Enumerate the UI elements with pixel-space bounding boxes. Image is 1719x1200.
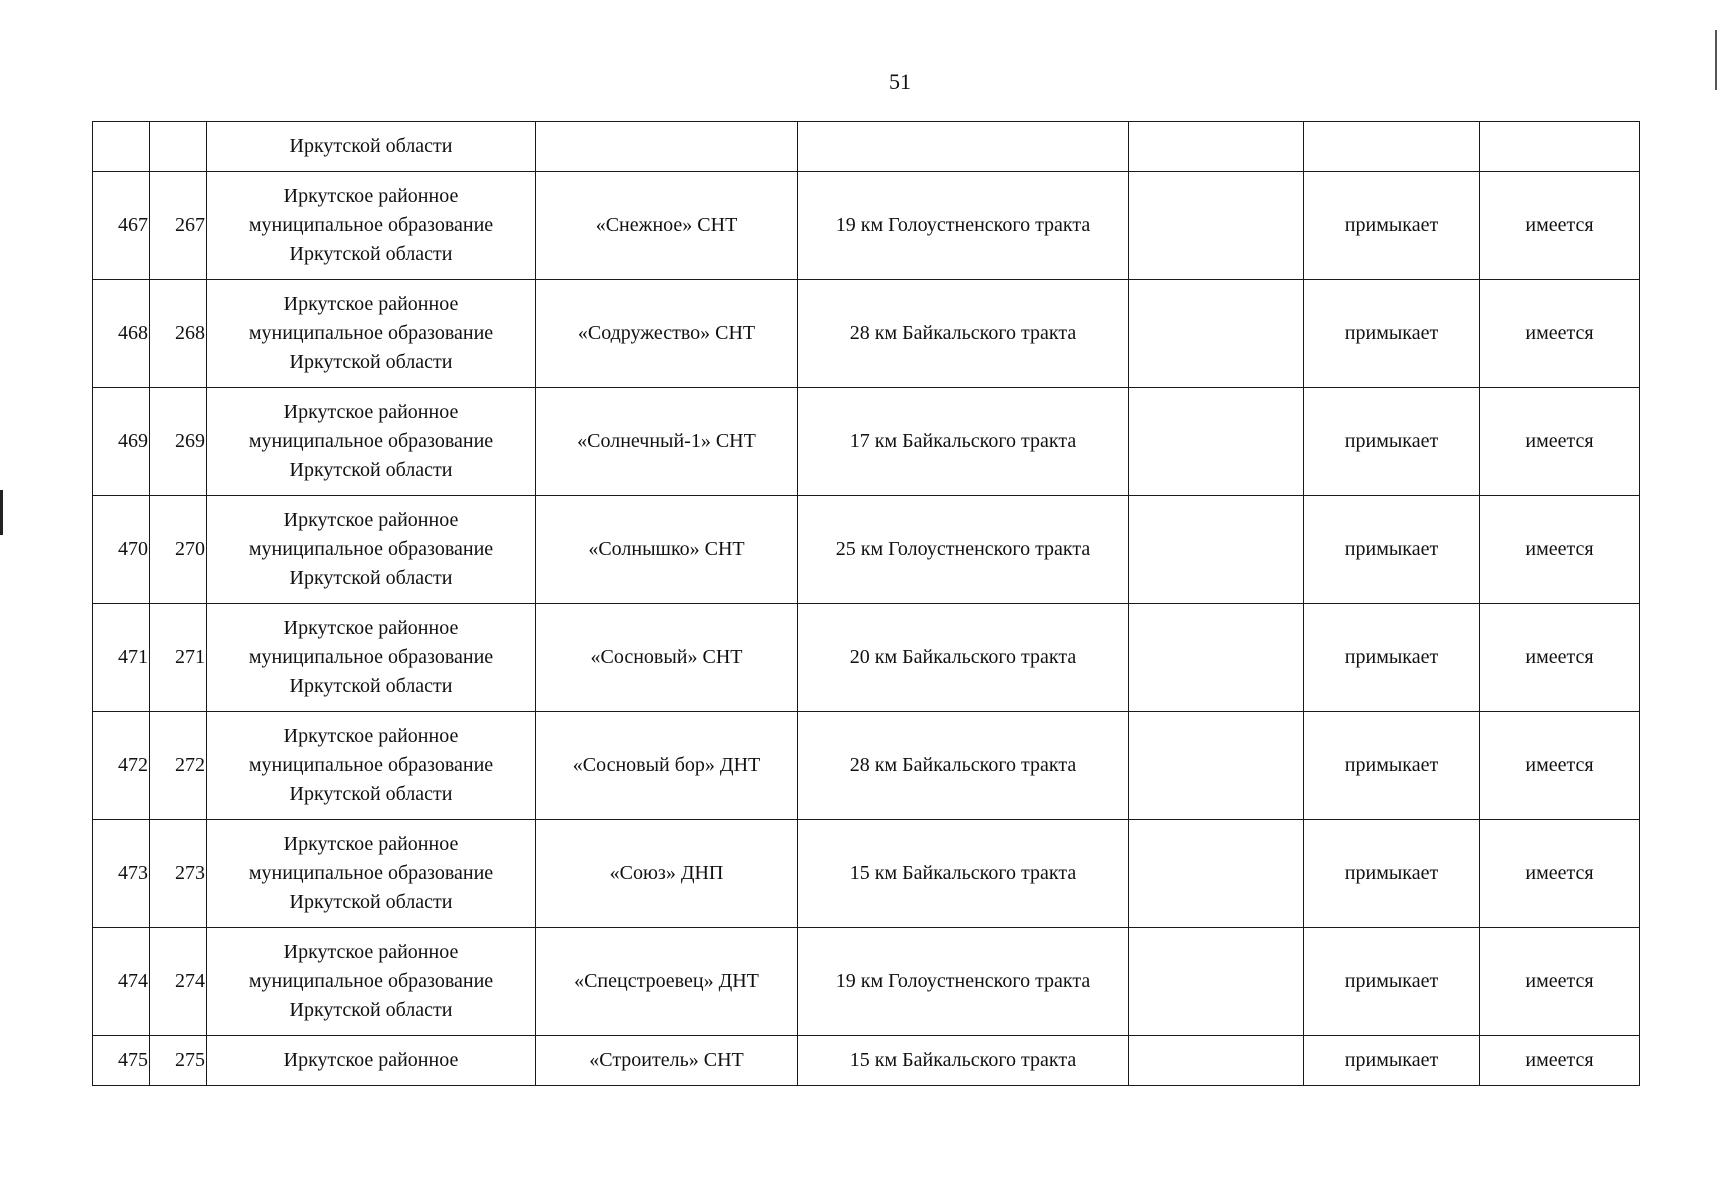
- name-cell: «Сосновый бор» ДНТ: [536, 712, 798, 820]
- municipality-line: Иркутской области: [289, 891, 453, 913]
- availability-cell: имеется: [1480, 496, 1640, 604]
- availability-cell: имеется: [1480, 712, 1640, 820]
- adjacency-cell: примыкает: [1304, 496, 1480, 604]
- scan-edge-mark-right: [1715, 30, 1717, 90]
- municipality-line: Иркутское районное: [283, 509, 459, 531]
- availability-cell: имеется: [1480, 280, 1640, 388]
- extra-cell: [1129, 1036, 1304, 1086]
- row-number-cell: 467: [93, 172, 150, 280]
- adjacency-cell: [1304, 122, 1480, 172]
- table-row: [93, 1036, 1640, 1086]
- scan-edge-mark: [0, 490, 3, 535]
- extra-cell: [1129, 172, 1304, 280]
- row-number-cell: 468: [93, 280, 150, 388]
- municipality-line: муниципальное образование: [248, 862, 494, 884]
- adjacency-cell: примыкает: [1304, 280, 1480, 388]
- municipality-cell: [207, 604, 536, 712]
- extra-cell: [1129, 712, 1304, 820]
- row-number-cell: [93, 122, 150, 172]
- extra-cell: [1129, 604, 1304, 712]
- location-cell: 28 км Байкальского тракта: [798, 712, 1129, 820]
- municipality-line: Иркутское районное: [283, 185, 459, 207]
- extra-cell: [1129, 388, 1304, 496]
- municipality-cell: [207, 172, 536, 280]
- adjacency-cell: примыкает: [1304, 604, 1480, 712]
- municipality-line: Иркутское районное: [283, 401, 459, 423]
- name-cell: «Спецстроевец» ДНТ: [536, 928, 798, 1036]
- name-cell: «Строитель» СНТ: [536, 1036, 798, 1086]
- availability-cell: имеется: [1480, 172, 1640, 280]
- extra-cell: [1129, 496, 1304, 604]
- row-number-cell: 472: [93, 712, 150, 820]
- municipality-line: Иркутской области: [289, 351, 453, 373]
- municipality-line: Иркутское районное: [283, 1049, 459, 1071]
- row-number-cell: 470: [93, 496, 150, 604]
- municipality-line: Иркутское районное: [283, 833, 459, 855]
- municipality-cell: [207, 928, 536, 1036]
- sub-number-cell: 275: [150, 1036, 207, 1086]
- page-number: 51: [889, 69, 911, 94]
- row-number-cell: 473: [93, 820, 150, 928]
- row-number-cell: 475: [93, 1036, 150, 1086]
- name-cell: [536, 122, 798, 172]
- location-cell: 25 км Голоустненского тракта: [798, 496, 1129, 604]
- name-cell: «Сосновый» СНТ: [536, 604, 798, 712]
- row-number-cell: 469: [93, 388, 150, 496]
- municipality-line: Иркутской области: [289, 675, 453, 697]
- adjacency-cell: примыкает: [1304, 712, 1480, 820]
- municipality-line: муниципальное образование: [248, 754, 494, 776]
- municipality-cell: Иркутской области: [207, 122, 536, 172]
- availability-cell: имеется: [1480, 1036, 1640, 1086]
- extra-cell: [1129, 280, 1304, 388]
- municipality-line: муниципальное образование: [248, 646, 494, 668]
- municipality-line: Иркутское районное: [283, 293, 459, 315]
- table-row: [93, 928, 1640, 1036]
- row-number-cell: 471: [93, 604, 150, 712]
- extra-cell: [1129, 122, 1304, 172]
- name-cell: «Союз» ДНП: [536, 820, 798, 928]
- municipality-line: муниципальное образование: [248, 430, 494, 452]
- availability-cell: [1480, 122, 1640, 172]
- municipality-cell: [207, 712, 536, 820]
- row-number-cell: 474: [93, 928, 150, 1036]
- municipality-cell: [207, 1036, 536, 1086]
- adjacency-cell: примыкает: [1304, 1036, 1480, 1086]
- location-cell: 19 км Голоустненского тракта: [798, 928, 1129, 1036]
- municipality-line: Иркутской области: [289, 783, 453, 805]
- availability-cell: имеется: [1480, 928, 1640, 1036]
- sub-number-cell: 273: [150, 820, 207, 928]
- location-cell: 19 км Голоустненского тракта: [798, 172, 1129, 280]
- municipality-line: Иркутской области: [289, 459, 453, 481]
- adjacency-cell: примыкает: [1304, 928, 1480, 1036]
- municipality-line: Иркутское районное: [283, 941, 459, 963]
- table-row: [93, 496, 1640, 604]
- sub-number-cell: 271: [150, 604, 207, 712]
- sub-number-cell: 269: [150, 388, 207, 496]
- availability-cell: имеется: [1480, 604, 1640, 712]
- table-row: [93, 820, 1640, 928]
- name-cell: «Солнечный-1» СНТ: [536, 388, 798, 496]
- table-row: [93, 712, 1640, 820]
- municipality-line: муниципальное образование: [248, 322, 494, 344]
- table-row: [93, 388, 1640, 496]
- municipality-line: муниципальное образование: [248, 538, 494, 560]
- availability-cell: имеется: [1480, 820, 1640, 928]
- municipality-line: Иркутское районное: [283, 617, 459, 639]
- municipality-line: Иркутской области: [289, 999, 453, 1021]
- municipality-line: Иркутской области: [289, 243, 453, 265]
- municipality-cell: [207, 388, 536, 496]
- sub-number-cell: 268: [150, 280, 207, 388]
- adjacency-cell: примыкает: [1304, 388, 1480, 496]
- settlements-table: [92, 121, 1640, 1086]
- municipality-line: муниципальное образование: [248, 970, 494, 992]
- location-cell: 20 км Байкальского тракта: [798, 604, 1129, 712]
- municipality-line: муниципальное образование: [248, 214, 494, 236]
- name-cell: «Снежное» СНТ: [536, 172, 798, 280]
- location-cell: 15 км Байкальского тракта: [798, 1036, 1129, 1086]
- table-row: [93, 172, 1640, 280]
- adjacency-cell: примыкает: [1304, 172, 1480, 280]
- municipality-cell: [207, 496, 536, 604]
- sub-number-cell: 272: [150, 712, 207, 820]
- availability-cell: имеется: [1480, 388, 1640, 496]
- adjacency-cell: примыкает: [1304, 820, 1480, 928]
- sub-number-cell: 267: [150, 172, 207, 280]
- table-row: [93, 122, 1640, 172]
- sub-number-cell: 274: [150, 928, 207, 1036]
- location-cell: 15 км Байкальского тракта: [798, 820, 1129, 928]
- name-cell: «Солнышко» СНТ: [536, 496, 798, 604]
- sub-number-cell: [150, 122, 207, 172]
- municipality-line: Иркутской области: [289, 567, 453, 589]
- table-row: [93, 604, 1640, 712]
- location-cell: 17 км Байкальского тракта: [798, 388, 1129, 496]
- location-cell: [798, 122, 1129, 172]
- extra-cell: [1129, 928, 1304, 1036]
- name-cell: «Содружество» СНТ: [536, 280, 798, 388]
- municipality-cell: [207, 820, 536, 928]
- sub-number-cell: 270: [150, 496, 207, 604]
- extra-cell: [1129, 820, 1304, 928]
- table-row: [93, 280, 1640, 388]
- municipality-cell: [207, 280, 536, 388]
- municipality-line: Иркутское районное: [283, 725, 459, 747]
- location-cell: 28 км Байкальского тракта: [798, 280, 1129, 388]
